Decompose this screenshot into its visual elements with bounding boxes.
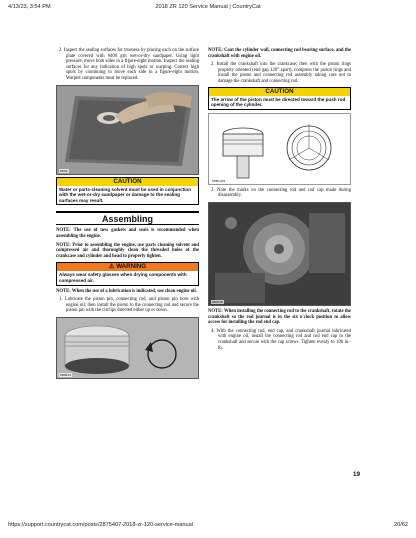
caution-box-2 [208, 87, 351, 110]
piston-rings-illustration [209, 114, 351, 185]
warning-box [56, 262, 199, 285]
left-column [56, 48, 199, 379]
note-lubrication: NOTE: When the use of a lubrication is indicated, use clean engine oil. [56, 288, 197, 294]
warning-title [57, 263, 198, 271]
warning-triangle-icon: ⚠ [108, 263, 117, 271]
photo-id: ZD0018 [212, 299, 223, 304]
warning-text: Always wear safety glasses when drying components with compressed air. [59, 272, 187, 283]
step-3-text: 3. Note the marks on the connecting rod and rod cap made during disassembly. [211, 187, 351, 199]
caution-text: Water or parts-cleaning solvent must be used in conjunction with the wet-or-dry sandpaper or damage to the sealing surfaces may result. [59, 186, 192, 203]
caution-text: The arrow of the piston must be directed toward the push rod opening of the cylinder. [211, 96, 346, 108]
surface-plate-photo [56, 85, 199, 175]
note-installing-rod: NOTE: When installing the connecting rod to the crankshaft, rotate the crankshaft so the rod journal is in the six o'clock position to allow access for installing the rod end cap. [208, 308, 351, 326]
step-4-text: 4. With the connecting rod, end cap, and crankshaft journal lubricated with engine oil, install the connecting rod and rod end cap to the crankshaft and secure with the cap screws. Tighten evenly to 106 in.-lb. [211, 328, 351, 351]
caution-title: CAUTION [209, 88, 350, 96]
browser-footer [0, 522, 416, 532]
document-title: 2018 ZR 120 Service Manual | CountryCat [155, 4, 261, 10]
piston-rings-diagram [208, 113, 351, 185]
warning-title-text: WARNING [116, 263, 147, 271]
piston-photo [56, 317, 199, 379]
section-heading-assembling: Assembling [56, 211, 199, 225]
note-gaskets: NOTE: The use of new gaskets and seals is recommended when assembling the engine. [56, 228, 199, 239]
surface-plate-illustration [57, 86, 199, 175]
crankcase-photo [208, 202, 351, 306]
page-indicator: 20/62 [394, 522, 408, 528]
page-number: 19 [352, 471, 360, 478]
piston-illustration [57, 318, 199, 379]
note-coat-cylinder: NOTE: Coat the cylinder wall, connecting rod bearing surface, and the crankshaft with engine oil. [208, 48, 351, 59]
manual-page [56, 48, 360, 496]
caution-title: CAUTION [57, 178, 198, 186]
photo-id: 6T8D-001 [212, 178, 226, 183]
step-2-text: 2. Inspect the sealing surfaces for trueness by placing each on the surface plate covered with #400 grit wet-or-dry sandpaper. Using light pressure, move both sides in a figure-eight motion. Inspect the sealing surfaces for any indication of high spots or warping. Correct high spots by continuing to move each side in a figure-eight motion. Warped components must be replaced. [59, 48, 199, 81]
photo-id: 6DS2 [60, 168, 68, 173]
crankcase-illustration [209, 203, 351, 306]
right-column [208, 48, 351, 351]
photo-id: ZD0014 [60, 372, 71, 377]
note-cleaning: NOTE: Prior to assembling the engine, use parts cleaning solvent and compressed air and thoroughly clean the threaded holes of the crankcase and cylinder and head to properly tighten. [56, 242, 199, 259]
caution-box-1 [56, 177, 199, 206]
step-2-text: 2. Install the crankshaft into the crankcase; then with the piston rings properly oriented (end gap 120° apart), compress the piston rings and install the piston and connecting rod assembly taking care not to damage the crankshaft and connecting rod. [211, 62, 351, 84]
page-url: https://support.countrycat.com/posts/2875407-2018-zr-120-service-manual [8, 522, 193, 528]
step-1-text: 1. Lubricate the piston pin, connecting rod, and piston pin bore with engine oil; then install the piston to the connecting rod and secure the piston pin with the circlips directed either up or down. [59, 297, 199, 314]
browser-header [0, 4, 416, 16]
print-timestamp: 4/13/23, 3:54 PM [8, 4, 51, 10]
